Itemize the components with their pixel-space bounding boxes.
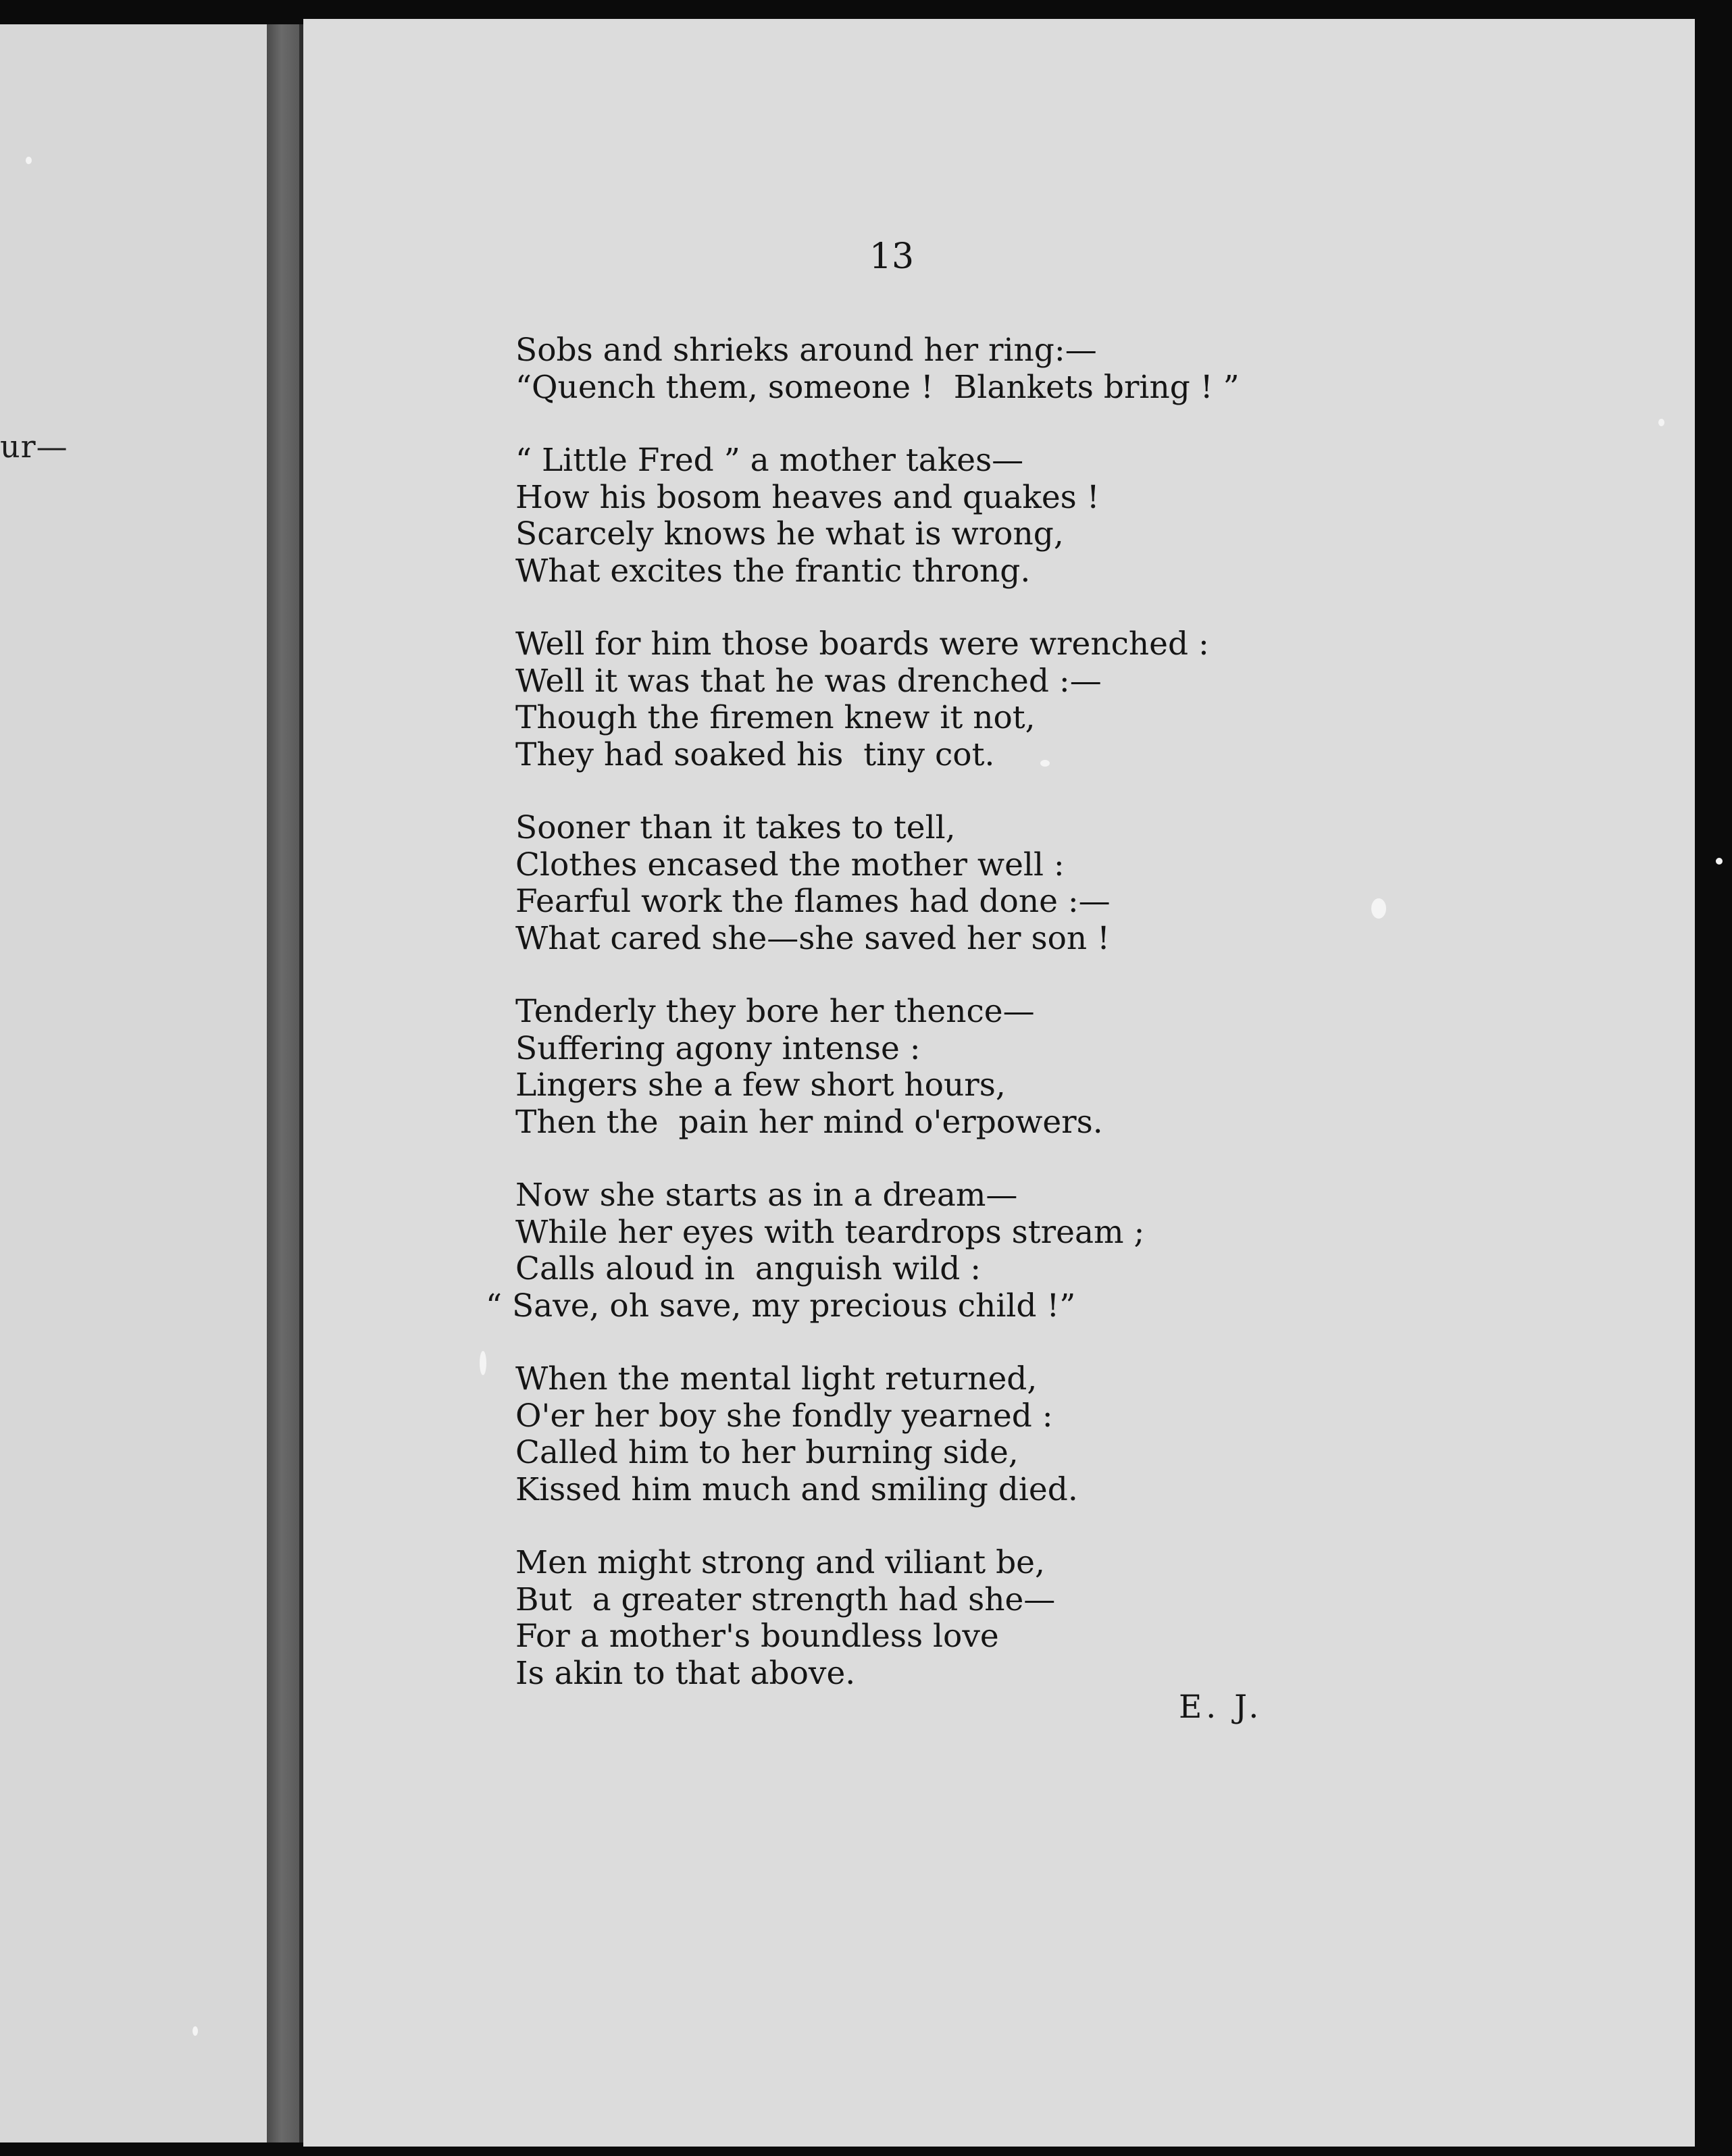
poem-line: Well for him those boards were wrenched : [515, 625, 1209, 663]
stanza [486, 1177, 1326, 1325]
poem-line: But a greater strength had she— [515, 1581, 1056, 1618]
poem-line: Though the firemen knew it not, [515, 699, 1036, 736]
poem-line: Then the pain her mind o'erpowers. [515, 1103, 1103, 1141]
previous-page-text: ur— [0, 428, 68, 465]
poem-line: Calls aloud in anguish wild : [515, 1250, 982, 1287]
scan-dust [1658, 419, 1664, 426]
poem-line: Well it was that he was drenched :— [515, 662, 1102, 700]
poem-line: Kissed him much and smiling died. [515, 1470, 1078, 1508]
scan-dust [26, 157, 32, 164]
poem-line: Sooner than it takes to tell, [515, 809, 956, 846]
poem-line: “ Save, oh save, my precious child !” [486, 1287, 1076, 1325]
stanza [515, 1361, 1326, 1508]
poem-line: What cared she—she saved her son ! [515, 919, 1110, 957]
poem-line: Clothes encased the mother well : [515, 846, 1065, 883]
stanza [515, 1545, 1326, 1692]
author-initials: E. J. [1179, 1689, 1263, 1726]
scan-dust [480, 1351, 486, 1375]
poem-body [486, 332, 1326, 1728]
poem-line: O'er her boy she fondly yearned : [515, 1397, 1053, 1435]
page-number: 13 [869, 236, 915, 277]
poem-line: Suffering agony intense : [515, 1029, 921, 1067]
poem-line: Sobs and shrieks around her ring:— [515, 332, 1097, 369]
poem-line: “ Little Fred ” a mother takes— [515, 442, 1024, 479]
poem-line: Men might strong and viliant be, [515, 1544, 1045, 1581]
stanza [515, 810, 1326, 957]
poem-line: When the mental light returned, [515, 1360, 1038, 1397]
poem-line: What excites the frantic throng. [515, 552, 1031, 590]
poem-line: While her eyes with teardrops stream ; [515, 1213, 1145, 1251]
scan-dust [193, 2026, 198, 2036]
scan-border [1695, 14, 1732, 2156]
scan-dust [1040, 760, 1050, 767]
poem-line: For a mother's boundless love [515, 1618, 999, 1655]
previous-page-fragment [0, 24, 267, 2142]
poem-line: Tenderly they bore her thence— [515, 993, 1035, 1030]
stanza [515, 626, 1326, 773]
poem-line: They had soaked his tiny cot. [515, 736, 995, 773]
poem-line: Is akin to that above. [515, 1654, 856, 1692]
poem-line: Fearful work the flames had done :— [515, 883, 1111, 920]
scan-dust [1371, 898, 1386, 919]
poem-line: “Quench them, someone ! Blankets bring ! ” [515, 368, 1240, 406]
poem-line: Scarcely knows he what is wrong, [515, 515, 1064, 553]
poem-line: Called him to her burning side, [515, 1434, 1019, 1471]
stanza [515, 332, 1326, 406]
stanza [515, 442, 1326, 590]
poem-line: Now she starts as in a dream— [515, 1177, 1018, 1214]
poem-line: Lingers she a few short hours, [515, 1067, 1006, 1104]
scan-dust [1716, 858, 1723, 865]
poem-line: How his bosom heaves and quakes ! [515, 478, 1100, 516]
stanza [515, 994, 1326, 1141]
book-gutter [267, 24, 299, 2142]
